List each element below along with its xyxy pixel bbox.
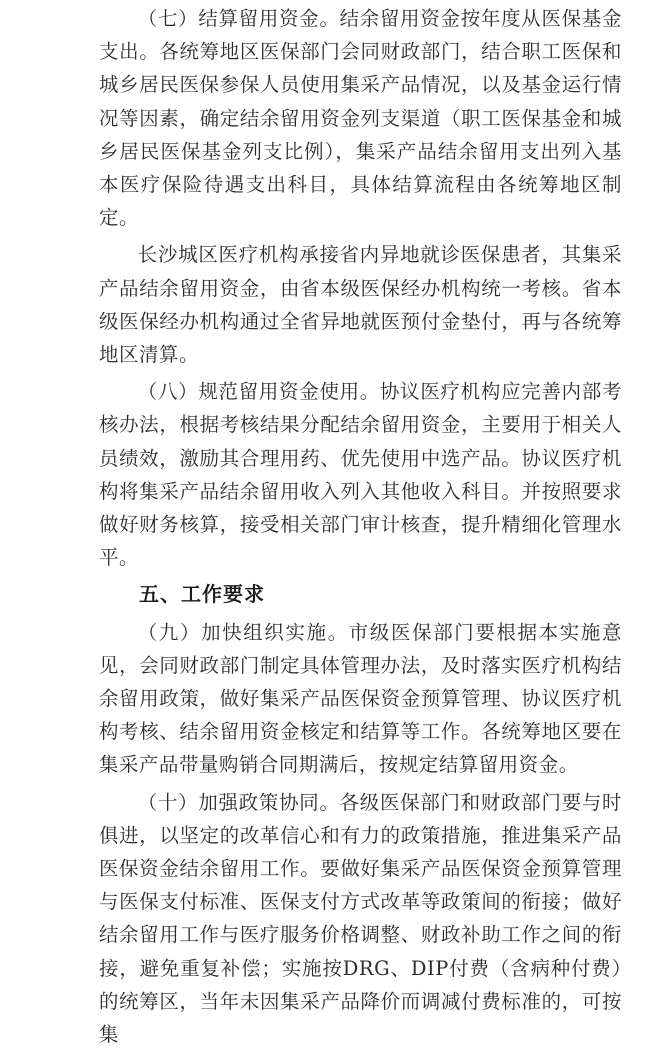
paragraph-implementation: （九）加快组织实施。市级医保部门要根据本实施意见，会同财政部门制定具体管理办法，及时落实医疗机构结余留用政策，做好集采产品医保资金预算管理、协议医疗机构考核、结余留用资金核定和结算等工作。各统筹地区要在集采产品带量购销合同期满后，按规定结算留用资金。 (99, 620, 622, 777)
section-heading: 五、工作要求 (139, 582, 265, 607)
paragraph-changsha-institutions: 长沙城区医疗机构承接省内异地就诊医保患者，其集采产品结余留用资金，由省本级医保经办机构统一考核。省本级医保经办机构通过全省异地就医预付金垫付，再与各统筹地区清算。 (99, 243, 622, 367)
paragraph-settlement-funds: （七）结算留用资金。结余留用资金按年度从医保基金支出。各统筹地区医保部门会同财政部门，结合职工医保和城乡居民医保参保人员使用集采产品情况，以及基金运行情况等因素，确定结余留用资金列支渠道（职工医保基金和城乡居民医保基金列支比例），集采产品结余留用支出列入基本医疗保险待遇支出科目，具体结算流程由各统筹地区制定。 (99, 7, 622, 230)
paragraph-fund-usage: （八）规范留用资金使用。协议医疗机构应完善内部考核办法，根据考核结果分配结余留用资金，主要用于相关人员绩效，激励其合理用药、优先使用中选产品。协议医疗机构将集采产品结余留用收入列入其他收入科目。并按照要求做好财务核算，接受相关部门审计核查，提升精细化管理水平。 (99, 380, 622, 570)
paragraph-policy-coordination: （十）加强政策协同。各级医保部门和财政部门要与时俱进，以坚定的改革信心和有力的政策措施，推进集采产品医保资金结余留用工作。要做好集采产品医保资金预算管理与医保支付标准、医保支付方式改革等政策间的衔接；做好结余留用工作与医疗服务价格调整、财政补助工作之间的衔接，避免重复补偿；实施按DRG、DIP付费（含病种付费）的统筹区，当年未因集采产品降价而调减付费标准的，可按集 (99, 790, 622, 1047)
